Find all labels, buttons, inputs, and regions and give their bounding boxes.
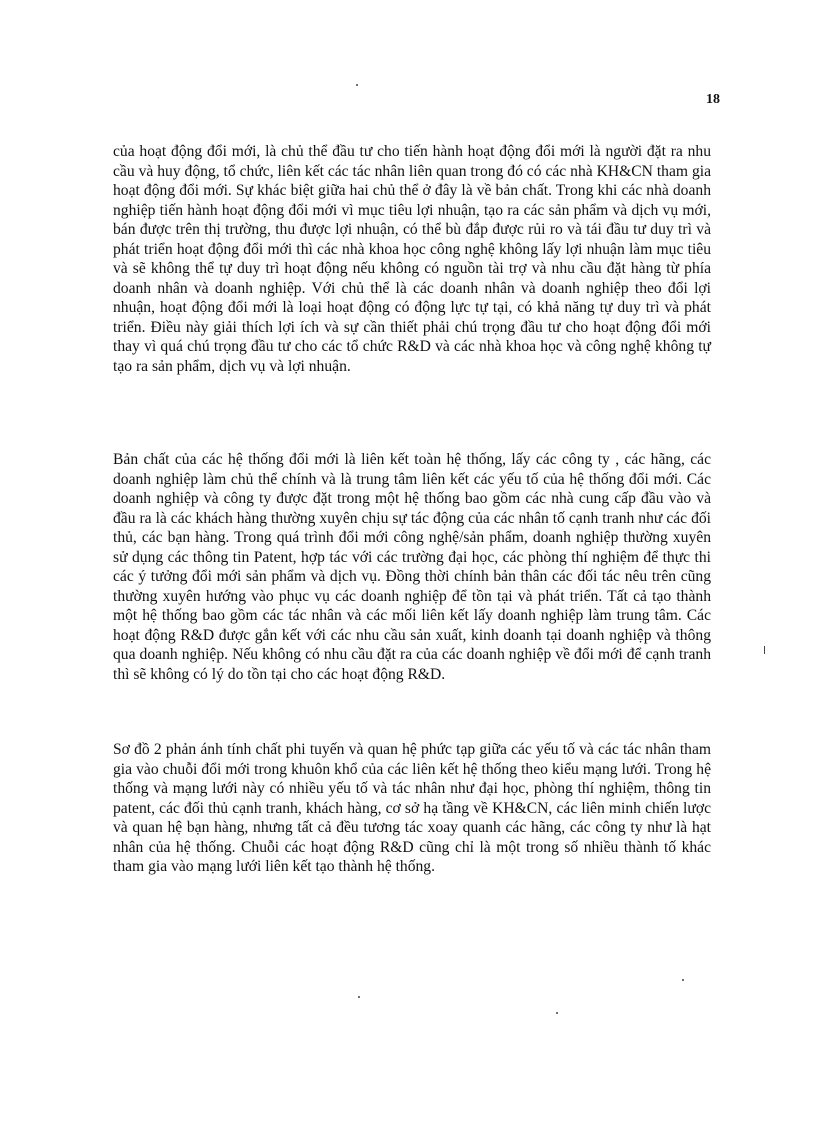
body-paragraph-1: của hoạt động đổi mới, là chủ thể đầu tư cho tiến hành hoạt động đổi mới là người đặt ra nhu cầu và huy động, tổ chức, liên kết các tác nhân liên quan trong đó có các nhà KH&CN tham gia hoạt động đổi mới. Sự khác biệt giữa hai chủ thể ở đây là về bản chất. Trong khi các nhà doanh nghiệp tiến hành hoạt động đổi mới vì mục tiêu lợi nhuận, tạo ra các sản phẩm và dịch vụ mới, bán được trên thị trường, thu được lợi nhuận, có thể bù đắp được rủi ro và tái đầu tư duy trì và phát triển hoạt động đổi mới thì các nhà khoa học công nghệ không lấy lợi nhuận làm mục tiêu và sẽ không thể tự duy trì hoạt động nếu không có nguồn tài trợ và nhu cầu đặt hàng từ phía doanh nhân và doanh nghiệp. Với chủ thể là các doanh nhân và doanh nghiệp theo đổi lợi nhuận, hoạt động đổi mới là loại hoạt động có động lực tự tại, có khả năng tự duy trì và phát triển. Điều này giải thích lợi ích và sự cần thiết phải chú trọng đầu tư cho hoạt động đổi mới thay vì quá chú trọng đầu tư cho các tổ chức R&D và các nhà khoa học và công nghệ không tự tạo ra sản phẩm, dịch vụ và lợi nhuận. <box>113 143 711 375</box>
scan-speck <box>556 1012 558 1014</box>
scan-speck <box>764 646 765 654</box>
scan-speck <box>356 84 358 86</box>
page-number: 18 <box>706 92 720 107</box>
body-paragraph-2: Bản chất của các hệ thống đổi mới là liên kết toàn hệ thống, lấy các công ty , các hãng, các doanh nghiệp làm chủ thể chính và là trung tâm liên kết các yếu tố của hệ thống đổi mới. Các doanh nghiệp và công ty được đặt trong một hệ thống bao gồm các nhà cung cấp đầu vào và đầu ra là các khách hàng thường xuyên chịu sự tác động của các nhân tố cạnh tranh như các đối thủ, các bạn hàng. Trong quá trình đổi mới công nghệ/sản phẩm, doanh nghiệp thường xuyên sử dụng các thông tin Patent, hợp tác với các trường đại học, các phòng thí nghiệm để thực thi các ý tưởng đổi mới sản phẩm và dịch vụ. Đồng thời chính bản thân các đối tác nêu trên cũng thường xuyên hướng vào phục vụ các doanh nghiệp để tồn tại và phát triển. Tất cả tạo thành một hệ thống bao gồm các tác nhân và các mối liên kết lấy doanh nghiệp làm trung tâm. Các hoạt động R&D được gắn kết với các nhu cầu sản xuất, kinh doanh tại doanh nghiệp và thông qua doanh nghiệp. Nếu không có nhu cầu đặt ra của các doanh nghiệp về đổi mới để cạnh tranh thì sẽ không có lý do tồn tại cho các hoạt động R&D. <box>113 451 711 683</box>
scan-speck <box>358 996 360 998</box>
scan-speck <box>682 979 684 981</box>
body-paragraph-3: Sơ đồ 2 phản ánh tính chất phi tuyến và quan hệ phức tạp giữa các yếu tố và các tác nhân tham gia vào chuỗi đổi mới trong khuôn khổ của các liên kết hệ thống theo kiểu mạng lưới. Trong hệ thống và mạng lưới này có nhiều yếu tố và tác nhân như đại học, phòng thí nghiệm, thông tin patent, các đối thủ cạnh tranh, khách hàng, cơ sở hạ tầng về KH&CN, các liên minh chiến lược và quan hệ bạn hàng, nhưng tất cả đều tương tác xoay quanh các hãng, các công ty như là hạt nhân của hệ thống. Chuỗi các hoạt động R&D cũng chỉ là một trong số nhiều thành tố khác tham gia vào mạng lưới liên kết tạo thành hệ thống. <box>113 741 711 875</box>
